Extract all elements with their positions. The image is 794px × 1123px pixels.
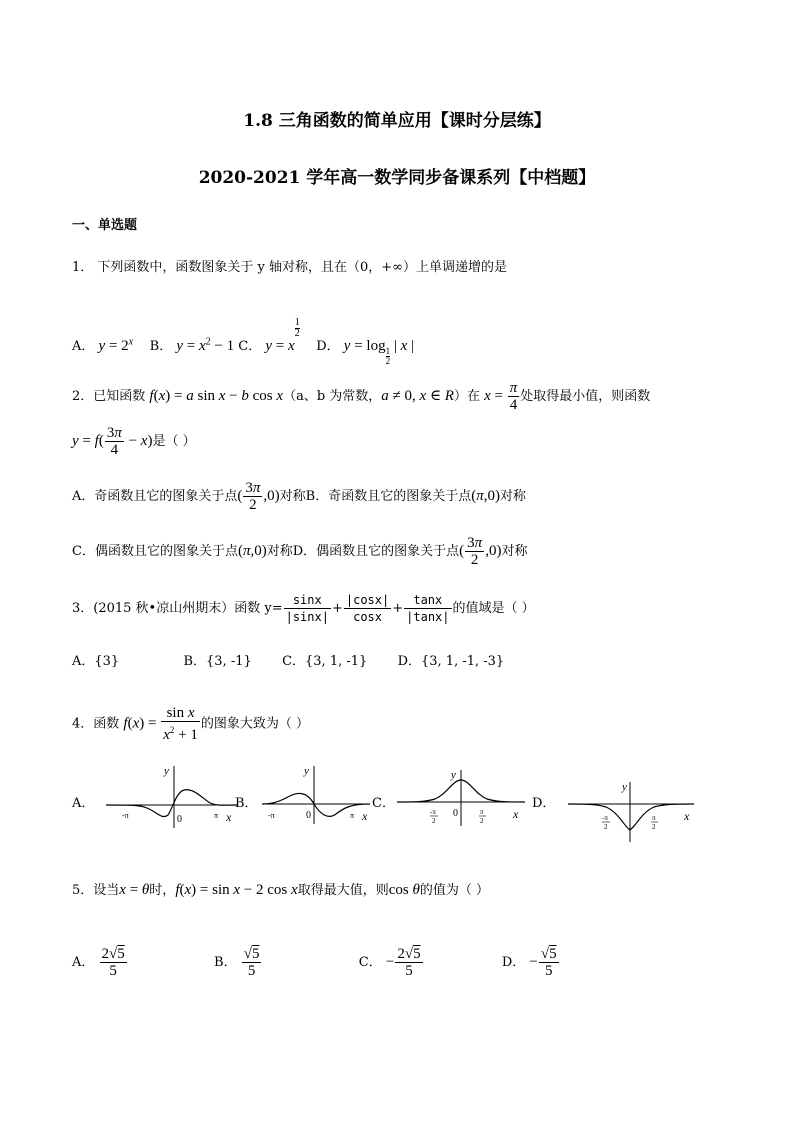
q5-option-c-label: C． — [358, 955, 382, 970]
q4-graph-d-two-left: 2 — [604, 823, 608, 831]
q4-graph-c-halfpi: π — [480, 808, 484, 816]
q1-options: A． $y = 2^x$ B． $y = x^2 - 1$ C． y = x $\frac{1}{2}$ D． y = log $\frac{1}{2}$ | x | — [72, 317, 415, 366]
q4-graph-d-y-label: y — [622, 781, 627, 793]
q3-option-c: C．{3, 1, -1} — [282, 654, 368, 669]
q4-graph-b-pi: π — [350, 811, 355, 820]
q3-options — [72, 652, 504, 672]
q5-option-a-label: A． — [72, 955, 95, 970]
q4-graph-a-pi: π — [214, 811, 219, 820]
q4-graph-b — [258, 762, 376, 826]
q4-graph-d — [566, 778, 700, 844]
q4-graph-a — [102, 760, 242, 832]
q4-graph-d-curve — [568, 804, 694, 830]
page-title: 1.8 三角函数的简单应用【课时分层练】 — [243, 111, 551, 131]
q4-option-d-label: D． — [532, 796, 556, 811]
q4-graph-d-halfpi: π — [652, 814, 656, 822]
q5-stem: 5．设当x = θ时，f(x) = sin x − 2 cos x取得最大值，则cos θ的值为（ ） — [72, 882, 489, 898]
q4-graph-c-two-left: 2 — [432, 817, 436, 825]
q4-graph-c-zero: 0 — [453, 808, 458, 819]
q2-stem-line1: 2．已知函数 f(x) = a sin x − b cos x（a、b 为常数，a ≠ 0, x ∈ R）在 x = $\frac{\pi}{4}$ 处取得最小值，则函数 — [72, 380, 651, 413]
q1-option-b-formula: y — [176, 338, 184, 354]
q4-graph-a-negpi: -π — [122, 811, 129, 820]
q4-stem: 4．函数 f(x) = $\frac{\text{sin x}}{x^2 + 1}$ 的图象大致为（ ） — [72, 705, 310, 743]
q2-options-ab: A．奇函数且它的图象关于点( $\frac{3\pi}{2}$ ,0)对称B．奇函数且它的图象关于点(π,0)对称 — [72, 480, 527, 513]
q1-option-d-formula: y — [343, 338, 351, 354]
q2-option-b: B．奇函数且它的图象关于点 — [305, 489, 472, 504]
q4-graph-c — [395, 766, 531, 830]
q1-option-c-label: C． — [238, 339, 262, 354]
q4-option-c-label: C． — [372, 796, 395, 811]
q4-graph-d-two-right: 2 — [652, 823, 656, 831]
q4-graph-b-x-label: x — [362, 809, 368, 823]
q4-graph-a-y-label: y — [164, 765, 169, 777]
q5-option-c-value: $\frac{2√5}{5}$ — [397, 946, 421, 979]
q4-graph-c-y-label: y — [451, 769, 456, 781]
q1-option-a-formula: y — [98, 338, 106, 354]
page-subtitle: 2020-2021 学年高一数学同步备课系列【中档题】 — [198, 168, 596, 188]
q4-graph-c-neghalfpi: -π — [430, 808, 436, 816]
q1-stem: 1． 下列函数中，函数图象关于 y 轴对称，且在（0，+∞）上单调递增的是 — [72, 260, 508, 275]
q4-graph-d-neghalfpi: -π — [602, 814, 608, 822]
q1-option-d-label: D． — [316, 339, 340, 354]
q4-graph-d-x-label: x — [684, 809, 690, 823]
q4-option-b-label: B． — [235, 796, 258, 811]
q3-stem: 3．(2015 秋•凉山州期末）函数 y= $\frac{\sin x}{|\sin x|}$ + $\frac{|\cos x|}{\cos x}$ + $\frac{\tan x}{|\tan x|}$ 的值域是（ ） — [72, 593, 535, 624]
q5-options: A． $\frac{2√5}{5}$ B． $\frac{√5}{5}$ C． − $\frac{2√5}{5}$ D． − $\frac{√5}{5}$ — [72, 946, 557, 979]
q2-stem-line2: y = f( $\frac{3\pi}{4}$ − x)是（ ） — [72, 425, 196, 458]
q5-option-b-label: B． — [214, 955, 237, 970]
q1-option-c-formula: y — [265, 338, 273, 354]
q2-option-d: D．偶函数且它的图象关于点 — [292, 544, 460, 559]
q4-graph-a-x-label: x — [226, 810, 232, 824]
q4-graph-a-zero: 0 — [177, 814, 182, 825]
q5-option-a-value: $\frac{2√5}{5}$ — [101, 946, 125, 979]
q2-option-c: C．偶函数且它的图象关于点 — [72, 544, 238, 559]
section-heading: 一、单选题 — [72, 218, 138, 233]
q3-option-d: D．{3, 1, -1, -3} — [397, 654, 505, 669]
q5-option-d-label: D． — [501, 955, 526, 970]
q4-graph-b-negpi: -π — [268, 811, 275, 820]
q4-graph-b-y-label: y — [304, 765, 309, 777]
q1-option-b-label: B． — [149, 339, 173, 354]
q1-option-a-label: A． — [72, 339, 95, 354]
q4-graph-b-zero: 0 — [306, 810, 311, 821]
q4-option-a-label: A． — [72, 796, 95, 811]
q4-graph-c-two-right: 2 — [480, 817, 484, 825]
q5-option-b-value: $\frac{√5}{5}$ — [243, 946, 260, 979]
q5-option-d-value: $\frac{√5}{5}$ — [540, 946, 557, 979]
q3-option-a: A．{3} — [72, 654, 120, 669]
q2-options-cd: C．偶函数且它的图象关于点(π,0)对称D．偶函数且它的图象关于点( $\frac{3\pi}{2}$ ,0)对称 — [72, 535, 528, 568]
q4-graph-c-x-label: x — [513, 807, 519, 821]
q3-option-b: B．{3, -1} — [183, 654, 252, 669]
q2-option-a: A．奇函数且它的图象关于点 — [72, 489, 238, 504]
